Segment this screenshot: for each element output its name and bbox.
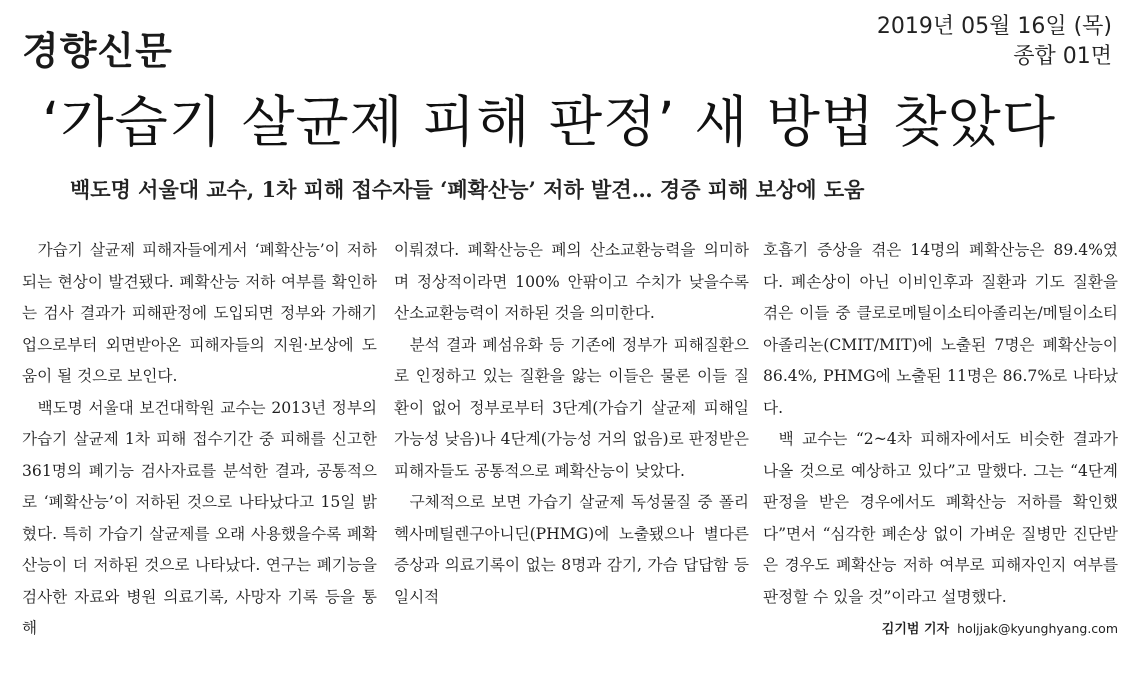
- headline: ‘가습기 살균제 피해 판정’ 새 방법 찾았다: [42, 90, 1056, 154]
- byline-row: [763, 613, 1118, 646]
- paragraph: 이뤄졌다. 폐확산능은 폐의 산소교환능력을 의미하며 정상적이라면 100% 안팎이고 수치가 낮을수록 산소교환능력이 저하된 것을 의미한다.: [394, 241, 749, 322]
- paragraph: 호흡기 증상을 겪은 14명의 폐확산능은 89.4%였다. 폐손상이 아닌 이비인후과 질환과 기도 질환을 겪은 이들 중 클로로메틸이소티아졸리논/메틸이소티아졸리논(CMIT/MIT)에 노출된 7명은 폐확산능이 86.4%, PHMG에 노출된 11명은 86.7%로 나타났다.: [763, 241, 1118, 417]
- article-column-2: [394, 235, 749, 613]
- dateline: [877, 12, 1112, 72]
- paragraph: 백도명 서울대 보건대학원 교수는 2013년 정부의 가습기 살균제 1차 피해 접수기간 중 피해를 신고한 361명의 폐기능 검사자료를 분석한 결과, 공통적으로 ‘폐확산능’이 저하된 것으로 나타났다고 15일 밝혔다. 특히 가습기 살균제를 오래 사용했을수록 폐확산능이 더 저하된 것으로 나타났다. 연구는 폐기능을 검사한 자료와 병원 의료기록, 사망자 기록 등을 통해: [22, 398, 377, 637]
- paragraph: 구체적으로 보면 가습기 살균제 독성물질 중 폴리헥사메틸렌구아니딘(PHMG)에 노출됐으나 별다른 증상과 의료기록이 없는 8명과 감기, 가슴 답답함 등 일시적: [394, 493, 749, 606]
- paragraph: 분석 결과 폐섬유화 등 기존에 정부가 피해질환으로 인정하고 있는 질환을 앓는 이들은 물론 이들 질환이 없어 정부로부터 3단계(가습기 살균제 피해일 가능성 낮음)나 4단계(가능성 거의 없음)로 판정받은 피해자들도 공통적으로 폐확산능이 낮았다.: [394, 335, 749, 480]
- paragraph: 가습기 살균제 피해자들에게서 ‘폐확산능’이 저하되는 현상이 발견됐다. 폐확산능 저하 여부를 확인하는 검사 결과가 피해판정에 도입되면 정부와 가해기업으로부터 외면받아온 피해자들의 지원·보상에 도움이 될 것으로 보인다.: [22, 241, 377, 385]
- reporter-email[interactable]: holjjak@kyunghyang.com: [957, 621, 1118, 636]
- newspaper-masthead: 경향신문: [22, 29, 173, 73]
- article-column-1: [22, 235, 377, 645]
- article-column-3: [763, 235, 1118, 646]
- reporter-name: 김기범 기자: [881, 622, 950, 637]
- subheadline: 백도명 서울대 교수, 1차 피해 접수자들 ‘폐확산능’ 저하 발견… 경증 피해 보상에 도움: [70, 177, 865, 202]
- paragraph: 백 교수는 “2~4차 피해자에서도 비슷한 결과가 나올 것으로 예상하고 있다”고 말했다. 그는 “4단계 판정을 받은 경우에서도 폐확산능 저하를 확인했다”면서 “심각한 폐손상 없이 가벼운 질병만 진단받은 경우도 폐확산능 저하 여부로 피해자인지 여부를 판정할 수 있을 것”이라고 설명했다.: [763, 430, 1118, 606]
- publication-date: 2019년 05월 16일 (목): [876, 14, 1112, 39]
- section-page: 종합 01면: [1013, 44, 1112, 69]
